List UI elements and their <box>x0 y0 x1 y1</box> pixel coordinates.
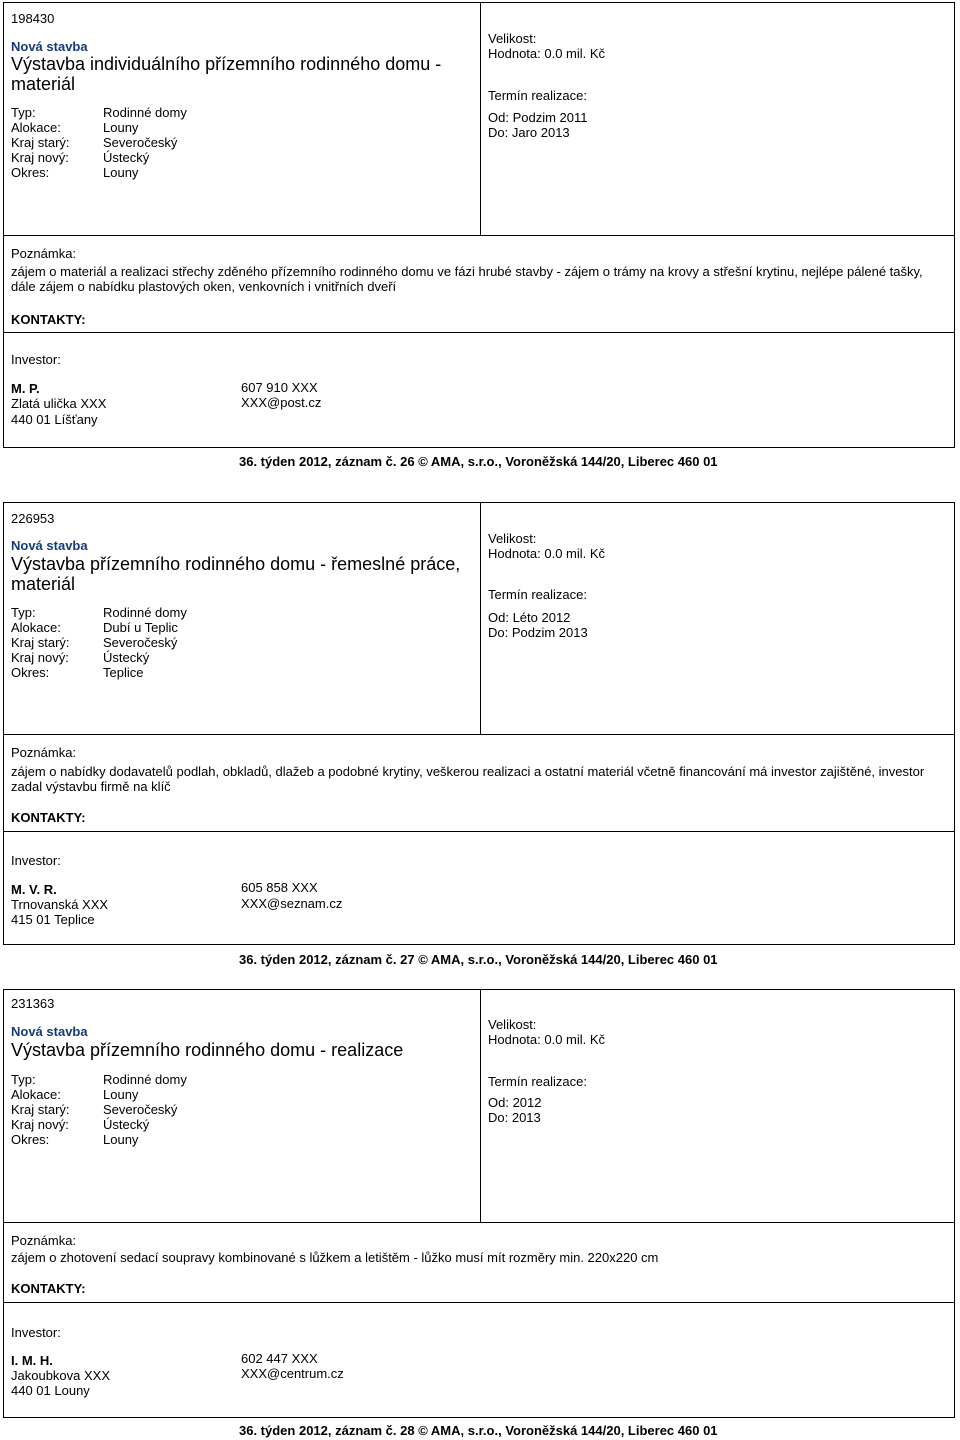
record-footer: 36. týden 2012, záznam č. 26 © AMA, s.r.o., Voroněžská 144/20, Liberec 460 01 <box>239 454 718 469</box>
record-footer: 36. týden 2012, záznam č. 28 © AMA, s.r.o., Voroněžská 144/20, Liberec 460 01 <box>239 1423 718 1438</box>
investor-email: XXX@seznam.cz <box>241 896 343 911</box>
record-kind: Nová stavba <box>11 538 88 553</box>
size-label: Velikost: <box>488 531 537 546</box>
field-value-new-region: Ústecký <box>103 650 150 665</box>
section-divider <box>3 734 955 735</box>
field-label-allocation: Alokace: <box>11 620 61 635</box>
term-to: Do: 2013 <box>488 1110 541 1125</box>
field-label-type: Typ: <box>11 605 36 620</box>
contacts-label: KONTAKTY: <box>11 1281 86 1296</box>
investor-label: Investor: <box>11 352 61 367</box>
value-text: Hodnota: 0.0 mil. Kč <box>488 1032 606 1047</box>
field-label-district: Okres: <box>11 665 50 680</box>
field-value-district: Teplice <box>103 665 144 680</box>
note-text: zájem o zhotovení sedací soupravy kombinované s lůžkem a letištěm - lůžko musí mít rozměry min. 220x220 cm <box>11 1250 659 1265</box>
field-value-new-region: Ústecký <box>103 1117 150 1132</box>
field-label-type: Typ: <box>11 1072 36 1087</box>
field-value-type: Rodinné domy <box>103 1072 187 1087</box>
investor-name: M. P. <box>11 381 40 396</box>
term-to: Do: Jaro 2013 <box>488 125 570 140</box>
record-title: Výstavba přízemního rodinného domu - realizace <box>11 1040 404 1060</box>
investor-city: 415 01 Teplice <box>11 912 95 927</box>
contacts-label: KONTAKTY: <box>11 810 86 825</box>
record-footer: 36. týden 2012, záznam č. 27 © AMA, s.r.o., Voroněžská 144/20, Liberec 460 01 <box>239 952 718 967</box>
field-value-type: Rodinné domy <box>103 605 187 620</box>
size-label: Velikost: <box>488 1017 537 1032</box>
field-value-district: Louny <box>103 165 139 180</box>
term-label: Termín realizace: <box>488 587 587 602</box>
field-label-new-region: Kraj nový: <box>11 150 69 165</box>
record-3 <box>3 989 955 1440</box>
field-label-district: Okres: <box>11 165 50 180</box>
record-id: 231363 <box>11 996 55 1011</box>
record-title: Výstavba přízemního rodinného domu - řemeslné práce, materiál <box>11 554 461 594</box>
investor-city: 440 01 Líšťany <box>11 412 98 427</box>
record-id: 226953 <box>11 511 55 526</box>
field-label-type: Typ: <box>11 105 36 120</box>
investor-street: Zlatá ulička XXX <box>11 396 107 411</box>
field-value-district: Louny <box>103 1132 139 1147</box>
record-id: 198430 <box>11 11 55 26</box>
section-divider <box>3 332 955 333</box>
term-label: Termín realizace: <box>488 88 587 103</box>
field-label-district: Okres: <box>11 1132 50 1147</box>
field-value-allocation: Dubí u Teplic <box>103 620 178 635</box>
section-divider <box>3 1302 955 1303</box>
investor-name: M. V. R. <box>11 882 57 897</box>
section-divider <box>3 235 955 236</box>
field-label-old-region: Kraj starý: <box>11 635 70 650</box>
term-from: Od: 2012 <box>488 1095 542 1110</box>
column-divider <box>480 502 481 734</box>
record-kind: Nová stavba <box>11 39 88 54</box>
field-value-old-region: Severočeský <box>103 135 178 150</box>
field-label-allocation: Alokace: <box>11 1087 61 1102</box>
record-kind: Nová stavba <box>11 1024 88 1039</box>
note-label: Poznámka: <box>11 246 77 261</box>
investor-email: XXX@centrum.cz <box>241 1366 344 1381</box>
size-label: Velikost: <box>488 31 537 46</box>
investor-phone: 607 910 XXX <box>241 380 318 395</box>
investor-phone: 605 858 XXX <box>241 880 318 895</box>
term-to: Do: Podzim 2013 <box>488 625 588 640</box>
term-from: Od: Podzim 2011 <box>488 110 588 125</box>
investor-street: Jakoubkova XXX <box>11 1368 111 1383</box>
investor-phone: 602 447 XXX <box>241 1351 318 1366</box>
section-divider <box>3 831 955 832</box>
section-divider <box>3 1222 955 1223</box>
contacts-label: KONTAKTY: <box>11 312 86 327</box>
field-value-new-region: Ústecký <box>103 150 150 165</box>
field-label-allocation: Alokace: <box>11 120 61 135</box>
note-text: zájem o nabídky dodavatelů podlah, obkladů, dlažeb a podobné krytiny, veškerou realizaci a ostatní materiál včetně financování má investor zajištěné, investor zadal výstavbu firmě na klíč <box>11 764 925 794</box>
field-label-new-region: Kraj nový: <box>11 1117 69 1132</box>
column-divider <box>480 989 481 1222</box>
investor-name: I. M. H. <box>11 1353 53 1368</box>
field-value-allocation: Louny <box>103 120 139 135</box>
note-label: Poznámka: <box>11 1233 77 1248</box>
record-title: Výstavba individuálního přízemního rodinného domu - materiál <box>11 54 442 94</box>
investor-label: Investor: <box>11 1325 61 1340</box>
term-label: Termín realizace: <box>488 1074 587 1089</box>
investor-street: Trnovanská XXX <box>11 897 109 912</box>
field-value-old-region: Severočeský <box>103 1102 178 1117</box>
note-label: Poznámka: <box>11 745 77 760</box>
field-value-old-region: Severočeský <box>103 635 178 650</box>
field-label-old-region: Kraj starý: <box>11 135 70 150</box>
field-value-allocation: Louny <box>103 1087 139 1102</box>
investor-label: Investor: <box>11 853 61 868</box>
value-text: Hodnota: 0.0 mil. Kč <box>488 546 606 561</box>
investor-email: XXX@post.cz <box>241 395 322 410</box>
investor-city: 440 01 Louny <box>11 1383 90 1398</box>
record-1 <box>3 2 955 472</box>
term-from: Od: Léto 2012 <box>488 610 571 625</box>
column-divider <box>480 2 481 235</box>
field-label-old-region: Kraj starý: <box>11 1102 70 1117</box>
note-text: zájem o materiál a realizaci střechy zděného přízemního rodinného domu ve fázi hrubé stavby - zájem o trámy na krovy a střešní krytinu, nejlépe pálené tašky, dále zájem o nabídku plastových oken, venkovních i vnitřních dveří <box>11 264 923 294</box>
field-value-type: Rodinné domy <box>103 105 187 120</box>
value-text: Hodnota: 0.0 mil. Kč <box>488 46 606 61</box>
field-label-new-region: Kraj nový: <box>11 650 69 665</box>
record-2 <box>3 502 955 970</box>
